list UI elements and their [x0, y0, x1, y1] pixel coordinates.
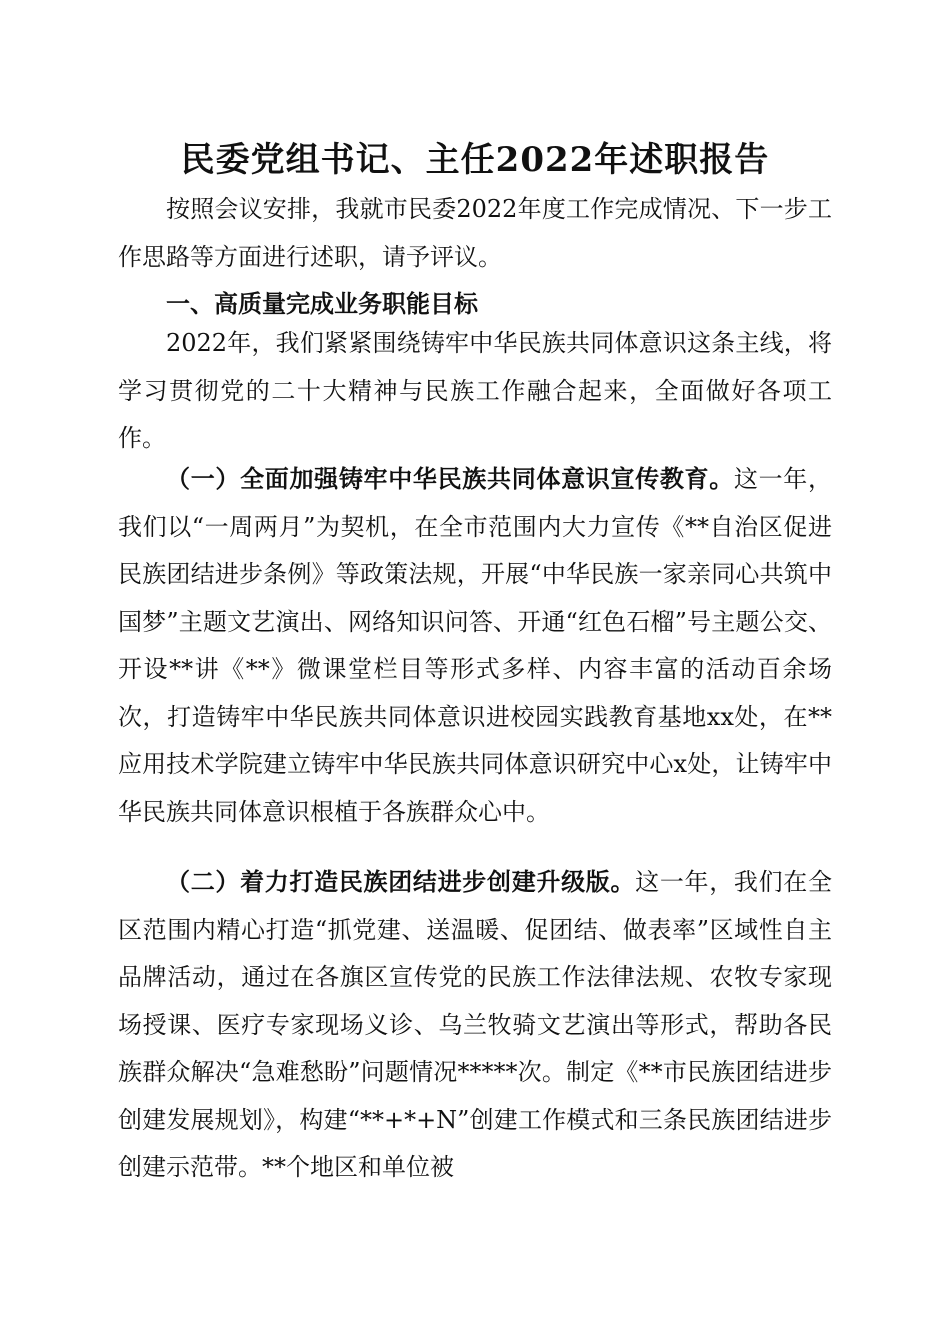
summary-paragraph: 2022年，我们紧紧围绕铸牢中华民族共同体意识这条主线，将学习贯彻党的二十大精神与民族工作融合起来，全面做好各项工作。: [118, 329, 832, 452]
section-1-lead: （一）全面加强铸牢中华民族共同体意识宣传教育。: [166, 464, 734, 493]
intro-paragraph: 按照会议安排，我就市民委2022年度工作完成情况、下一步工作思路等方面进行述职，请予评议。: [118, 195, 832, 271]
section-heading-1: 一、高质量完成业务职能目标: [166, 290, 478, 318]
section-2-body: 这一年，我们在全区范围内精心打造“抓党建、送温暖、促团结、做表率”区域性自主品牌活动，通过在各旗区宣传党的民族工作法律法规、农牧专家现场授课、医疗专家现场义诊、乌兰牧骑文艺演出等形式，帮助各民族群众解决“急难愁盼”问题情况*****次。制定《**市民族团结进步创建发展规划》，构建“**+*+N”创建工作模式和三条民族团结进步创建示范带。**个地区和单位被: [118, 868, 833, 1181]
section-2-lead: （二）着力打造民族团结进步创建升级版。: [166, 867, 636, 896]
section-2-paragraph: [118, 858, 832, 1192]
document-title: 民委党组书记、主任2022年述职报告: [180, 140, 770, 180]
section-1-body: 这一年，我们以“一周两月”为契机，在全市范围内大力宣传《**自治区促进民族团结进步条例》等政策法规，开展“中华民族一家亲同心共筑中国梦”主题文艺演出、网络知识问答、开通“红色石榴”号主题公交、开设**讲《**》微课堂栏目等形式多样、内容丰富的活动百余场次，打造铸牢中华民族共同体意识进校园实践教育基地xx处，在**应用技术学院建立铸牢中华民族共同体意识研究中心x处，让铸牢中华民族共同体意识根植于各族群众心中。: [118, 465, 832, 826]
section-1-paragraph: [118, 455, 832, 836]
